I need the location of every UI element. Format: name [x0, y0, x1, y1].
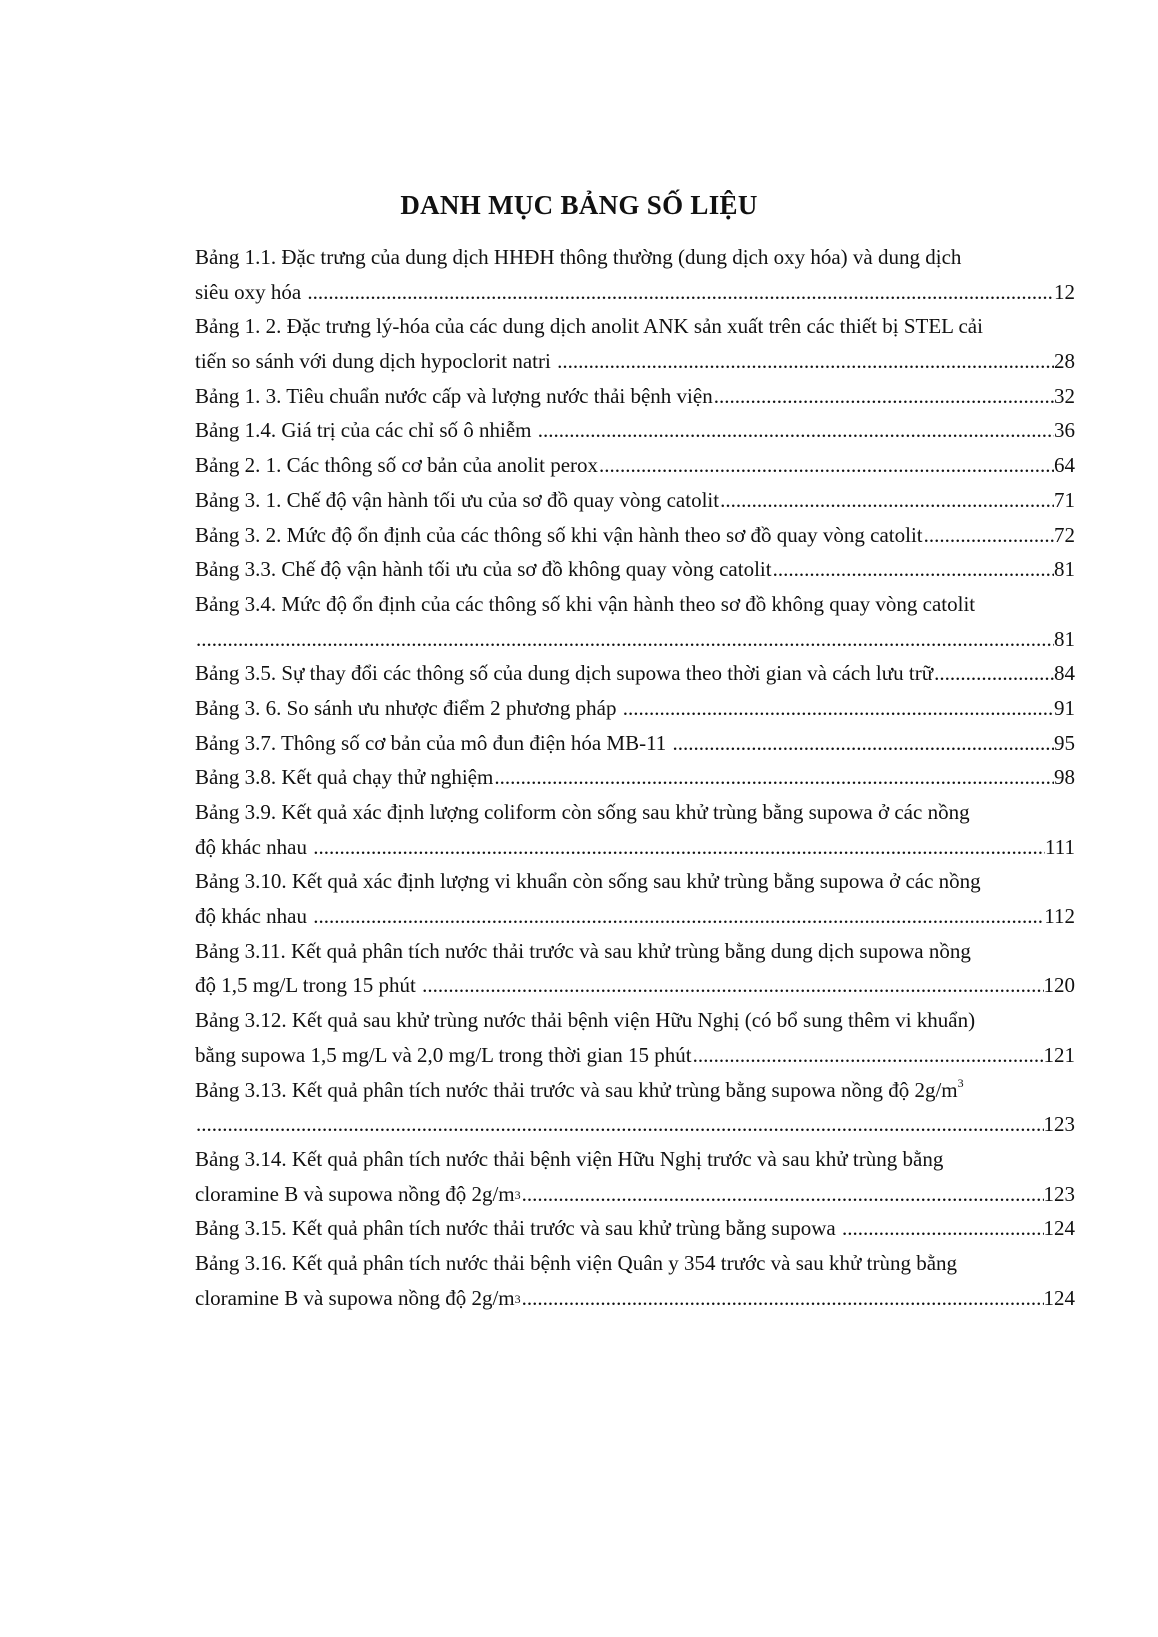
dot-leader	[772, 552, 1054, 587]
toc-entry-text: Bảng 3.10. Kết quả xác định lượng vi khuẩn còn sống sau khử trùng bằng supowa ở các nồng	[195, 869, 981, 894]
toc-entry-line	[195, 968, 1075, 1003]
superscript: 3	[957, 1075, 964, 1090]
toc-entry-text: Bảng 3.7. Thông số cơ bản của mô đun điện hóa MB-11	[195, 730, 672, 755]
page-number: 71	[1054, 487, 1075, 512]
toc-entry[interactable]	[195, 518, 1075, 553]
dot-leader	[719, 483, 1054, 518]
toc-entry[interactable]	[195, 1073, 1075, 1142]
page-number: 28	[1054, 349, 1075, 374]
toc-entry-line	[195, 864, 1075, 899]
toc-entry[interactable]	[195, 864, 1075, 933]
toc-entry[interactable]	[195, 726, 1075, 761]
page-number: 123	[1043, 1112, 1075, 1137]
page-number: 36	[1054, 418, 1075, 443]
toc-entry-text: độ 1,5 mg/L trong 15 phút	[195, 973, 422, 998]
toc-entry-line	[195, 622, 1075, 657]
page-number: 111	[1045, 834, 1075, 859]
toc-entry-line	[195, 448, 1075, 483]
toc-entry-line	[195, 1211, 1075, 1246]
toc-entry[interactable]	[195, 691, 1075, 726]
toc-entry-text: Bảng 3.12. Kết quả sau khử trùng nước thải bệnh viện Hữu Nghị (có bổ sung thêm vi khuẩn)	[195, 1008, 976, 1033]
toc-entry-line	[195, 379, 1075, 414]
toc-entry-line	[195, 1003, 1075, 1038]
toc-entry-text: Bảng 1. 2. Đặc trưng lý-hóa của các dung dịch anolit ANK sản xuất trên các thiết bị STEL cải	[195, 314, 983, 339]
page-number: 124	[1043, 1285, 1075, 1310]
toc-entry-line	[195, 934, 1075, 969]
toc-entry-line	[195, 691, 1075, 726]
toc-entry-line	[195, 1073, 1075, 1108]
toc-entry-line	[195, 656, 1075, 691]
toc-entry[interactable]	[195, 483, 1075, 518]
toc-entry[interactable]	[195, 1211, 1075, 1246]
toc-entry-text: độ khác nhau	[195, 904, 313, 929]
toc-entry-line	[195, 309, 1075, 344]
dot-leader	[841, 1211, 1044, 1246]
page-number: 84	[1054, 661, 1075, 686]
dot-leader	[521, 1177, 1044, 1212]
toc-entry-text: Bảng 3.9. Kết quả xác định lượng coliform còn sống sau khử trùng bằng supowa ở các nồng	[195, 800, 970, 824]
page-number: 98	[1054, 765, 1075, 790]
page-number: 72	[1054, 522, 1075, 547]
toc-entry-line	[195, 413, 1075, 448]
dot-leader	[933, 656, 1054, 691]
toc-entry-text: Bảng 3. 2. Mức độ ổn định của các thông số khi vận hành theo sơ đồ quay vòng catolit	[195, 522, 923, 547]
toc-entry-line: cloramine B và supowa nồng độ 2g/m $^3$ ..... 124	[195, 1281, 1075, 1316]
toc-entry-text: bằng supowa 1,5 mg/L và 2,0 mg/L trong thời gian 15 phút	[195, 1042, 692, 1067]
page-title: DANH MỤC BẢNG SỐ LIỆU	[400, 190, 758, 220]
toc-entry-text: Bảng 3.13. Kết quả phân tích nước thải trước và sau khử trùng bằng supowa nồng độ 2g/m	[195, 1077, 958, 1102]
dot-leader	[195, 622, 1054, 657]
page-number: 64	[1054, 453, 1075, 478]
toc-entry-text: cloramine B và supowa nồng độ 2g/m	[195, 1285, 515, 1310]
dot-leader	[493, 760, 1054, 795]
toc-entry[interactable]	[195, 552, 1075, 587]
toc-entry[interactable]	[195, 379, 1075, 414]
toc-entry-text: cloramine B và supowa nồng độ 2g/m	[195, 1181, 515, 1206]
toc-entry-text: Bảng 3.8. Kết quả chạy thử nghiệm	[195, 765, 494, 790]
toc-entry-text: Bảng 1.1. Đặc trưng của dung dịch HHĐH thông thường (dung dịch oxy hóa) và dung dịch	[195, 245, 962, 269]
page-number: 12	[1054, 279, 1075, 304]
page-number: 32	[1054, 383, 1075, 408]
dot-leader	[598, 448, 1054, 483]
toc-entry[interactable]	[195, 795, 1075, 864]
page-number: 81	[1054, 626, 1075, 651]
toc-entry-line	[195, 726, 1075, 761]
toc-entry[interactable]	[195, 1003, 1075, 1072]
toc-entry[interactable]	[195, 448, 1075, 483]
toc-entry[interactable]	[195, 656, 1075, 691]
toc-entry-line: cloramine B và supowa nồng độ 2g/m $^3$ ..... 123	[195, 1177, 1075, 1212]
page-number: 123	[1043, 1181, 1075, 1206]
toc-entry-text: Bảng 3.14. Kết quả phân tích nước thải bệnh viện Hữu Nghị trước và sau khử trùng bằng	[195, 1146, 944, 1171]
toc-entry[interactable]	[195, 240, 1075, 309]
toc-entry-line	[195, 483, 1075, 518]
toc-entry-line	[195, 552, 1075, 587]
dot-leader	[537, 413, 1054, 448]
toc-entry-text: Bảng 1. 3. Tiêu chuẩn nước cấp và lượng nước thải bệnh viện	[195, 383, 713, 408]
toc-entry-line	[195, 1038, 1075, 1073]
toc-entry-line	[195, 518, 1075, 553]
table-list	[195, 240, 1075, 1315]
toc-entry[interactable]	[195, 934, 1075, 1003]
dot-leader	[713, 379, 1054, 414]
dot-leader	[923, 518, 1054, 553]
dot-leader	[421, 968, 1043, 1003]
toc-entry-line	[195, 760, 1075, 795]
toc-entry-text: Bảng 3.5. Sự thay đổi các thông số của dung dịch supowa theo thời gian và cách lưu trữ	[195, 661, 934, 686]
toc-entry-text: Bảng 3.3. Chế độ vận hành tối ưu của sơ đồ không quay vòng catolit	[195, 557, 772, 582]
toc-entry[interactable]	[195, 1142, 1075, 1211]
toc-entry-line	[195, 1107, 1075, 1142]
page-number: 124	[1043, 1216, 1075, 1241]
dot-leader	[556, 344, 1054, 379]
toc-entry-line	[195, 587, 1075, 622]
toc-entry-line	[195, 1246, 1075, 1281]
dot-leader	[622, 691, 1054, 726]
toc-entry-text: siêu oxy hóa	[195, 279, 307, 304]
toc-entry-line	[195, 240, 1075, 275]
toc-entry-text: Bảng 1.4. Giá trị của các chỉ số ô nhiễm	[195, 418, 537, 443]
dot-leader	[306, 275, 1054, 310]
toc-entry-text: tiến so sánh với dung dịch hypoclorit natri	[195, 349, 557, 374]
toc-entry-line	[195, 899, 1075, 934]
toc-entry-text: Bảng 3.16. Kết quả phân tích nước thải bệnh viện Quân y 354 trước và sau khử trùng bằng	[195, 1250, 958, 1275]
toc-entry[interactable]	[195, 760, 1075, 795]
page-number: 121	[1043, 1042, 1075, 1067]
toc-entry-line	[195, 275, 1075, 310]
toc-entry-line	[195, 830, 1075, 865]
page-number: 120	[1043, 973, 1075, 998]
dot-leader	[312, 830, 1045, 865]
toc-entry[interactable]	[195, 413, 1075, 448]
dot-leader	[672, 726, 1054, 761]
dot-leader	[692, 1038, 1044, 1073]
toc-entry-text: Bảng 3.15. Kết quả phân tích nước thải trước và sau khử trùng bằng supowa	[195, 1216, 841, 1241]
toc-entry-line	[195, 1142, 1075, 1177]
toc-entry-text: Bảng 3.11. Kết quả phân tích nước thải trước và sau khử trùng bằng dung dịch supowa nồng	[195, 938, 971, 963]
toc-entry[interactable]	[195, 1246, 1075, 1315]
toc-entry-text: độ khác nhau	[195, 834, 313, 859]
toc-entry-text: Bảng 3. 1. Chế độ vận hành tối ưu của sơ đồ quay vòng catolit	[195, 487, 720, 512]
toc-entry-text: Bảng 3. 6. So sánh ưu nhược điểm 2 phương pháp	[195, 695, 622, 720]
toc-entry-line	[195, 795, 1075, 830]
toc-entry-text: Bảng 2. 1. Các thông số cơ bản của anolit perox	[195, 453, 599, 478]
page-number: 95	[1054, 730, 1075, 755]
dot-leader	[521, 1281, 1044, 1316]
toc-entry[interactable]	[195, 309, 1075, 378]
page-number: 91	[1054, 695, 1075, 720]
page-number: 112	[1044, 904, 1075, 929]
dot-leader	[312, 899, 1044, 934]
toc-entry[interactable]	[195, 587, 1075, 656]
toc-entry-line	[195, 344, 1075, 379]
toc-entry-text: Bảng 3.4. Mức độ ổn định của các thông số khi vận hành theo sơ đồ không quay vòng catolit	[195, 591, 976, 616]
page-number: 81	[1054, 557, 1075, 582]
dot-leader	[195, 1107, 1044, 1142]
